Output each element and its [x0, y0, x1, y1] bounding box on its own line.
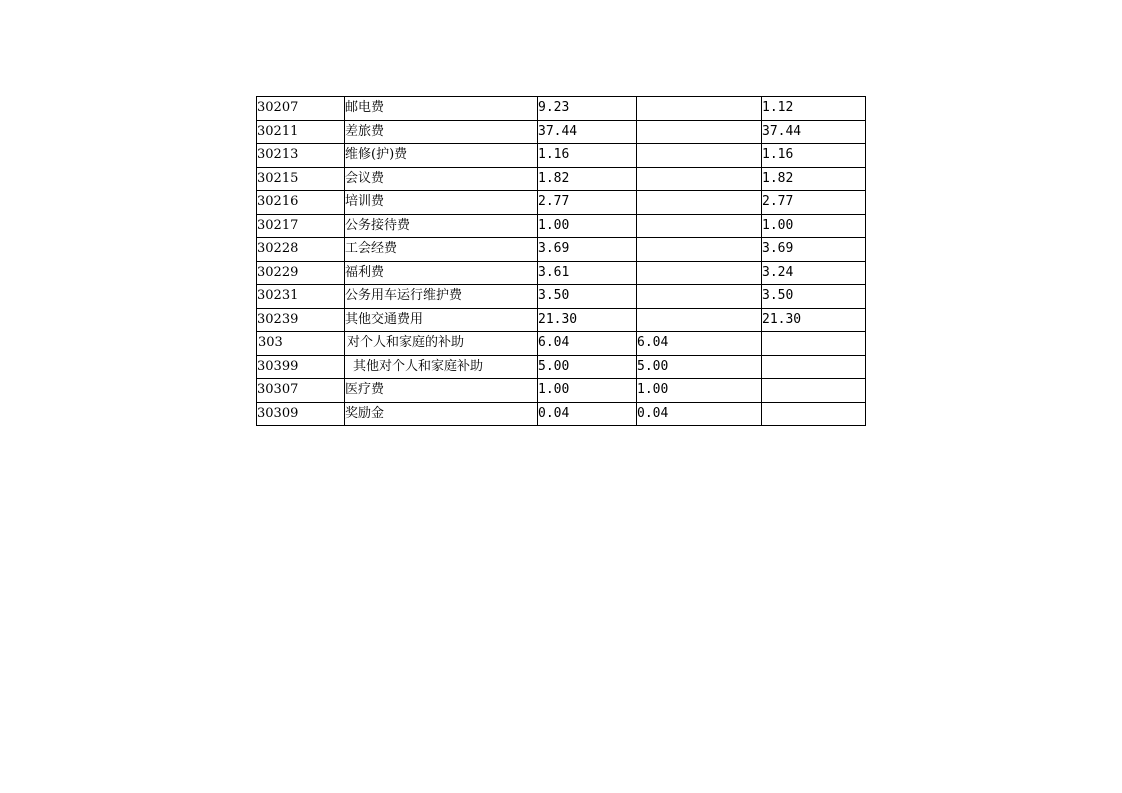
account-code-cell: 30307	[257, 379, 345, 403]
table-row	[257, 261, 866, 285]
project-amount-cell: 1.00	[762, 214, 866, 238]
basic-amount-cell	[637, 191, 762, 215]
account-code-cell: 30239	[257, 308, 345, 332]
account-name-cell: 对个人和家庭的补助	[345, 332, 538, 356]
account-name-cell: 培训费	[345, 191, 538, 215]
project-amount-cell: 1.82	[762, 167, 866, 191]
project-amount-cell: 3.50	[762, 285, 866, 309]
basic-amount-cell	[637, 261, 762, 285]
basic-amount-cell	[637, 238, 762, 262]
table-row	[257, 379, 866, 403]
project-amount-cell: 1.16	[762, 144, 866, 168]
basic-amount-cell	[637, 214, 762, 238]
project-amount-cell	[762, 402, 866, 426]
project-amount-cell: 37.44	[762, 120, 866, 144]
account-name-cell: 会议费	[345, 167, 538, 191]
table-row	[257, 97, 866, 121]
total-amount-cell: 3.50	[538, 285, 637, 309]
account-name-cell: 公务接待费	[345, 214, 538, 238]
project-amount-cell: 2.77	[762, 191, 866, 215]
basic-amount-cell	[637, 120, 762, 144]
basic-amount-cell: 0.04	[637, 402, 762, 426]
table-row	[257, 144, 866, 168]
account-name-cell: 奖励金	[345, 402, 538, 426]
account-code-cell: 30213	[257, 144, 345, 168]
basic-amount-cell	[637, 97, 762, 121]
table-row	[257, 120, 866, 144]
total-amount-cell: 37.44	[538, 120, 637, 144]
project-amount-cell: 3.24	[762, 261, 866, 285]
account-name-cell: 其他对个人和家庭补助	[345, 355, 538, 379]
account-name-cell: 工会经费	[345, 238, 538, 262]
budget-expense-table	[256, 96, 866, 426]
project-amount-cell	[762, 379, 866, 403]
project-amount-cell	[762, 355, 866, 379]
table-row	[257, 191, 866, 215]
total-amount-cell: 3.69	[538, 238, 637, 262]
total-amount-cell: 0.04	[538, 402, 637, 426]
account-code-cell: 30207	[257, 97, 345, 121]
basic-amount-cell: 6.04	[637, 332, 762, 356]
total-amount-cell: 6.04	[538, 332, 637, 356]
table-row	[257, 402, 866, 426]
table-row	[257, 167, 866, 191]
total-amount-cell: 3.61	[538, 261, 637, 285]
account-code-cell: 30229	[257, 261, 345, 285]
total-amount-cell: 5.00	[538, 355, 637, 379]
total-amount-cell: 1.00	[538, 214, 637, 238]
basic-amount-cell	[637, 167, 762, 191]
table-row	[257, 308, 866, 332]
project-amount-cell	[762, 332, 866, 356]
table-row	[257, 214, 866, 238]
basic-amount-cell	[637, 285, 762, 309]
project-amount-cell: 21.30	[762, 308, 866, 332]
table-row	[257, 332, 866, 356]
account-name-cell: 维修(护)费	[345, 144, 538, 168]
account-code-cell: 30211	[257, 120, 345, 144]
account-code-cell: 30216	[257, 191, 345, 215]
basic-amount-cell	[637, 144, 762, 168]
account-code-cell: 30231	[257, 285, 345, 309]
account-name-cell: 医疗费	[345, 379, 538, 403]
total-amount-cell: 1.82	[538, 167, 637, 191]
table-row	[257, 285, 866, 309]
account-code-cell: 30309	[257, 402, 345, 426]
account-code-cell: 303	[257, 332, 345, 356]
total-amount-cell: 9.23	[538, 97, 637, 121]
table-row	[257, 238, 866, 262]
account-name-cell: 邮电费	[345, 97, 538, 121]
account-code-cell: 30217	[257, 214, 345, 238]
project-amount-cell: 1.12	[762, 97, 866, 121]
total-amount-cell: 1.00	[538, 379, 637, 403]
table-row	[257, 355, 866, 379]
account-code-cell: 30215	[257, 167, 345, 191]
basic-amount-cell: 1.00	[637, 379, 762, 403]
total-amount-cell: 21.30	[538, 308, 637, 332]
project-amount-cell: 3.69	[762, 238, 866, 262]
total-amount-cell: 2.77	[538, 191, 637, 215]
account-code-cell: 30228	[257, 238, 345, 262]
account-code-cell: 30399	[257, 355, 345, 379]
account-name-cell: 公务用车运行维护费	[345, 285, 538, 309]
account-name-cell: 福利费	[345, 261, 538, 285]
basic-amount-cell	[637, 308, 762, 332]
total-amount-cell: 1.16	[538, 144, 637, 168]
basic-amount-cell: 5.00	[637, 355, 762, 379]
account-name-cell: 差旅费	[345, 120, 538, 144]
account-name-cell: 其他交通费用	[345, 308, 538, 332]
